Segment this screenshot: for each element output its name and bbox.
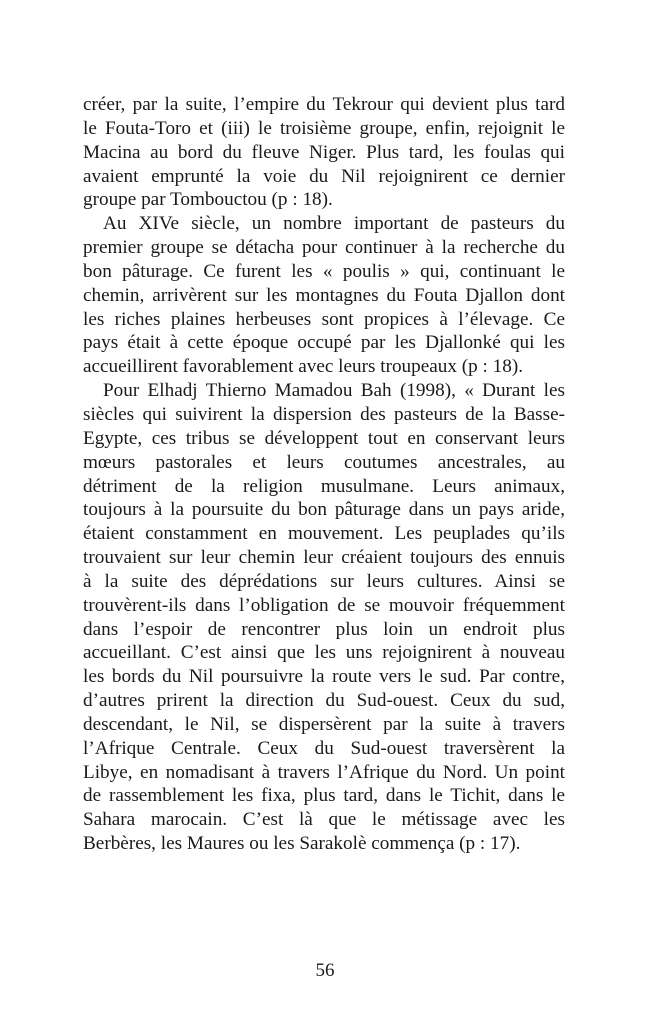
- text-line: avaient emprunté la voie du Nil rejoignirent ce dernier: [83, 165, 565, 187]
- text-line: mœurs pastorales et leurs coutumes ancestrales, au: [83, 451, 565, 473]
- page-number: 56: [315, 960, 335, 981]
- paragraph-1: [83, 93, 565, 212]
- text-line: Sahara marocain. C’est là que le métissage avec les: [83, 809, 565, 831]
- paragraph-2: [83, 212, 565, 379]
- text-line: les bords du Nil poursuivre la route vers le sud. Par contre,: [83, 666, 565, 688]
- text-line: Au XIVe siècle, un nombre important de pasteurs du: [103, 213, 565, 235]
- text-line: Macina au bord du fleuve Niger. Plus tard, les foulas qui: [83, 141, 565, 163]
- text-line: bon pâturage. Ce furent les « poulis » qui, continuant le: [83, 260, 565, 282]
- text-line: groupe par Tombouctou (p : 18).: [83, 189, 333, 211]
- text-line: accueillirent favorablement avec leurs troupeaux (p : 18).: [83, 356, 524, 378]
- text-line: toujours à la poursuite du bon pâturage dans un pays aride,: [83, 499, 565, 521]
- text-line: d’autres prirent la direction du Sud-ouest. Ceux du sud,: [83, 690, 565, 712]
- text-line: trouvaient sur leur chemin leur créaient toujours des ennuis: [83, 547, 565, 569]
- text-line: de rassemblement les fixa, plus tard, dans le Tichit, dans le: [83, 785, 565, 807]
- text-line: étaient constamment en mouvement. Les peuplades qu’ils: [83, 523, 565, 545]
- body-text: [83, 93, 565, 856]
- text-line: Berbères, les Maures ou les Sarakolè commença (p : 17).: [83, 833, 521, 855]
- text-line: l’Afrique Centrale. Ceux du Sud-ouest traversèrent la: [83, 737, 565, 759]
- text-line: dans l’espoir de rencontrer plus loin un endroit plus: [83, 618, 565, 640]
- text-line: descendant, le Nil, se dispersèrent par la suite à travers: [83, 713, 565, 735]
- text-line: accueillant. C’est ainsi que les uns rejoignirent à nouveau: [83, 642, 565, 664]
- text-line: créer, par la suite, l’empire du Tekrour qui devient plus tard: [83, 94, 565, 115]
- text-line: Egypte, ces tribus se développent tout en conservant leurs: [83, 427, 565, 449]
- text-line: détriment de la religion musulmane. Leurs animaux,: [83, 475, 565, 497]
- text-line: pays était à cette époque occupé par les Djallonké qui les: [83, 332, 565, 354]
- text-line: à la suite des déprédations sur leurs cultures. Ainsi se: [83, 570, 565, 592]
- text-line: Libye, en nomadisant à travers l’Afrique du Nord. Un point: [83, 761, 565, 783]
- paragraph-3: [83, 379, 565, 856]
- text-line: Pour Elhadj Thierno Mamadou Bah (1998), « Durant les: [103, 380, 565, 402]
- text-line: siècles qui suivirent la dispersion des pasteurs de la Basse-: [83, 403, 565, 425]
- text-line: premier groupe se détacha pour continuer à la recherche du: [83, 237, 565, 259]
- text-line: chemin, arrivèrent sur les montagnes du Fouta Djallon dont: [83, 284, 565, 306]
- text-line: le Fouta-Toro et (iii) le troisième groupe, enfin, rejoignit le: [83, 117, 565, 139]
- text-line: les riches plaines herbeuses sont propices à l’élevage. Ce: [83, 308, 565, 330]
- text-line: trouvèrent-ils dans l’obligation de se mouvoir fréquemment: [83, 594, 565, 616]
